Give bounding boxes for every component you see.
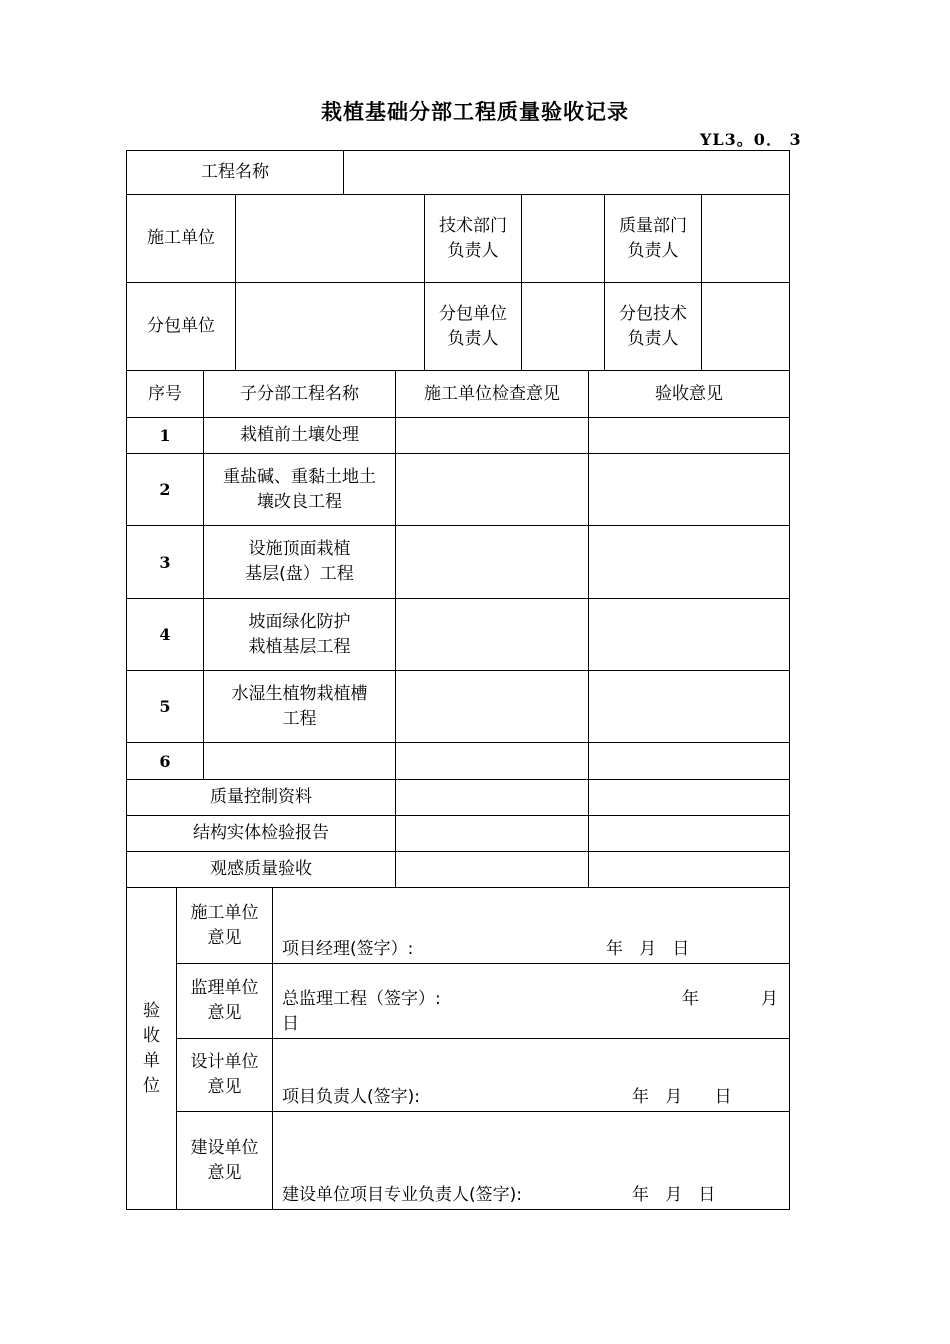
owner-opinion-label: 建设单位 意见 xyxy=(190,1137,259,1183)
row-contractor-opinion[interactable] xyxy=(396,599,588,670)
row-name[interactable] xyxy=(204,743,395,779)
summary-structural-report: 结构实体检验报告 xyxy=(193,823,329,843)
acceptance-units-label: 验收单位 xyxy=(143,1000,160,1096)
subcontractor-value[interactable] xyxy=(236,283,424,370)
contractor-sign-label: 项目经理(签字）: xyxy=(282,939,414,959)
row-seq: 3 xyxy=(159,552,171,572)
designer-opinion-label: 设计单位 意见 xyxy=(190,1052,259,1097)
row-name: 重盐碱、重黏土地土 壤改良工程 xyxy=(223,466,376,512)
supervisor-sign-year[interactable]: 年 xyxy=(682,989,699,1009)
row-acceptance-opinion[interactable] xyxy=(589,454,789,525)
row-contractor-opinion[interactable] xyxy=(396,671,588,742)
sub-tech-head-value[interactable] xyxy=(702,283,789,370)
row-acceptance-opinion[interactable] xyxy=(589,526,789,598)
row-name: 坡面绿化防护 栽植基层工程 xyxy=(248,611,351,657)
sub-unit-head-label: 分包单位 负责人 xyxy=(439,303,507,349)
summary-acceptance-opinion[interactable] xyxy=(589,816,789,851)
row-acceptance-opinion[interactable] xyxy=(589,599,789,670)
tech-dept-head-value[interactable] xyxy=(522,195,604,282)
row-name: 水湿生植物栽植槽 工程 xyxy=(231,683,368,729)
supervisor-sign-month[interactable]: 月 xyxy=(761,989,778,1009)
contractor-opinion-label: 施工单位 意见 xyxy=(190,902,259,948)
row-acceptance-opinion[interactable] xyxy=(589,743,789,779)
column-header-contractor-opinion: 施工单位检查意见 xyxy=(424,383,560,404)
summary-contractor-opinion[interactable] xyxy=(396,816,588,851)
quality-dept-head-value[interactable] xyxy=(702,195,789,282)
summary-contractor-opinion[interactable] xyxy=(396,852,588,887)
quality-dept-head-label: 质量部门 负责人 xyxy=(619,215,687,261)
row-contractor-opinion[interactable] xyxy=(396,454,588,525)
supervisor-opinion-label: 监理单位 意见 xyxy=(190,978,259,1023)
row-contractor-opinion[interactable] xyxy=(396,743,588,779)
row-acceptance-opinion[interactable] xyxy=(589,671,789,742)
row-name: 栽植前土壤处理 xyxy=(240,425,359,445)
contractor-value[interactable] xyxy=(236,195,424,282)
sub-tech-head-label: 分包技术 负责人 xyxy=(619,303,687,349)
project-name-label: 工程名称 xyxy=(201,162,269,182)
owner-sign-label: 建设单位项目专业负责人(签字): xyxy=(282,1185,522,1205)
project-name-value[interactable] xyxy=(344,151,789,194)
contractor-sign-date[interactable]: 年 月 日 xyxy=(606,939,690,959)
document-title: 栽植基础分部工程质量验收记录 xyxy=(321,100,629,124)
tech-dept-head-label: 技术部门 负责人 xyxy=(439,215,507,261)
supervisor-sign-label: 总监理工程（签字）: xyxy=(282,989,441,1009)
summary-acceptance-opinion[interactable] xyxy=(589,852,789,887)
row-name: 设施顶面栽植 基层(盘）工程 xyxy=(245,539,354,584)
row-seq: 2 xyxy=(159,480,171,499)
row-acceptance-opinion[interactable] xyxy=(589,418,789,453)
summary-quality-control-docs: 质量控制资料 xyxy=(210,787,312,807)
summary-acceptance-opinion[interactable] xyxy=(589,780,789,815)
contractor-label: 施工单位 xyxy=(147,228,215,248)
summary-contractor-opinion[interactable] xyxy=(396,780,588,815)
designer-sign-date[interactable]: 年 月 日 xyxy=(632,1087,732,1107)
summary-visual-quality: 观感质量验收 xyxy=(210,859,312,879)
column-header-acceptance-opinion: 验收意见 xyxy=(655,383,723,404)
owner-sign-date[interactable]: 年 月 日 xyxy=(632,1185,716,1205)
row-seq: 6 xyxy=(159,751,171,771)
sub-unit-head-value[interactable] xyxy=(522,283,604,370)
row-seq: 5 xyxy=(159,697,171,716)
supervisor-sign-day[interactable]: 日 xyxy=(282,1014,299,1034)
subcontractor-label: 分包单位 xyxy=(147,316,215,336)
row-contractor-opinion[interactable] xyxy=(396,418,588,453)
form-code: YL3。0． 3 xyxy=(700,130,802,149)
column-header-sub-project: 子分部工程名称 xyxy=(240,383,359,404)
row-contractor-opinion[interactable] xyxy=(396,526,588,598)
row-seq: 4 xyxy=(159,625,171,644)
column-header-seq: 序号 xyxy=(148,383,182,404)
designer-sign-label: 项目负责人(签字): xyxy=(282,1087,420,1107)
row-seq: 1 xyxy=(159,426,171,445)
